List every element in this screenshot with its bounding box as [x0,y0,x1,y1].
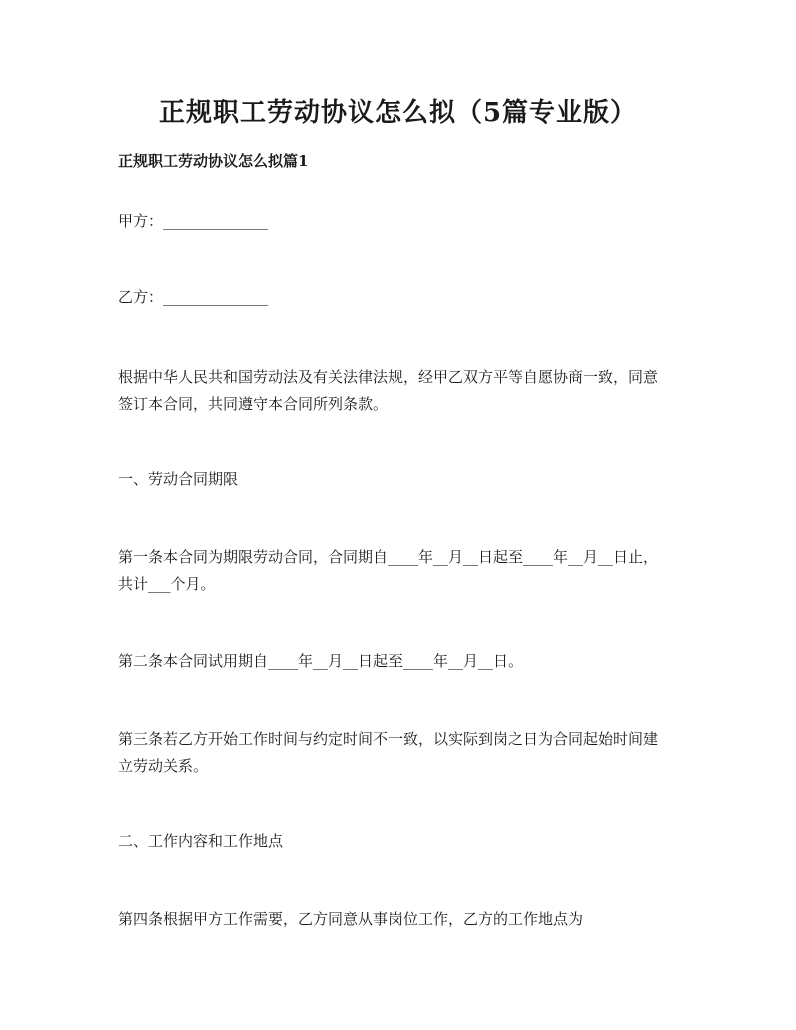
article-4: 第四条根据甲方工作需要，乙方同意从事岗位工作，乙方的工作地点为 [118,910,584,928]
article-2: 第二条本合同试用期自____年__月__日起至____年__月__日。 [118,652,524,670]
document-title: 正规职工劳动协议怎么拟（5篇专业版） [158,98,638,128]
party-a-line: 甲方：______________ [118,212,269,230]
article-1-line-2: 共计___个月。 [118,575,216,593]
article-3-line-2: 立劳动关系。 [118,757,209,775]
party-b-line: 乙方：______________ [118,288,269,306]
intro-paragraph-line-2: 签订本合同，共同遵守本合同所列条款。 [118,395,389,413]
section-subtitle: 正规职工劳动协议怎么拟篇1 [118,152,309,170]
intro-paragraph-line-1: 根据中华人民共和国劳动法及有关法律法规，经甲乙双方平等自愿协商一致，同意 [118,368,659,386]
section-heading-work: 二、工作内容和工作地点 [118,832,284,850]
article-1-line-1: 第一条本合同为期限劳动合同，合同期自____年__月__日起至____年__月__日止， [118,548,659,566]
article-3-line-1: 第三条若乙方开始工作时间与约定时间不一致，以实际到岗之日为合同起始时间建 [118,730,659,748]
section-heading-term: 一、劳动合同期限 [118,470,239,488]
